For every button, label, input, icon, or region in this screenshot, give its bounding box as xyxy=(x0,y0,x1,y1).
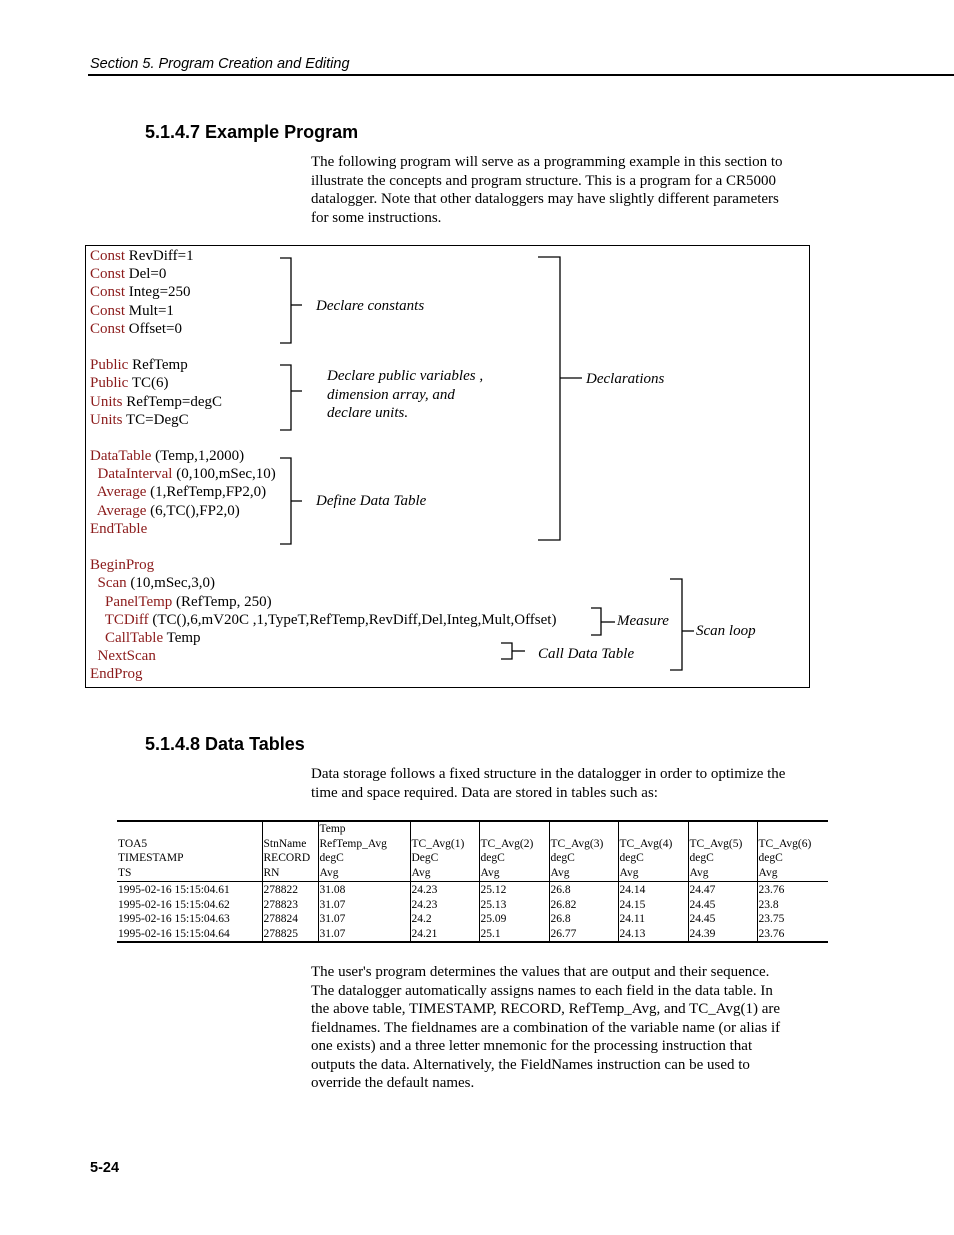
table-cell: 23.8 xyxy=(757,898,828,913)
table-cell: 31.07 xyxy=(318,927,410,943)
code-args: RefTemp=degC xyxy=(122,393,222,410)
table-cell: 25.13 xyxy=(479,898,549,913)
code-keyword: Const xyxy=(90,302,126,319)
annotation-scan-loop: Scan loop xyxy=(696,623,756,639)
code-args: (Temp,1,2000) xyxy=(151,448,245,465)
code-args: Integ=250 xyxy=(125,284,191,301)
bracket-declarations xyxy=(538,257,560,540)
code-keyword: EndTable xyxy=(90,520,148,537)
code-args: TC(6) xyxy=(128,375,169,392)
code-args: (RefTemp, 250) xyxy=(172,593,272,610)
table-cell: 278825 xyxy=(262,927,318,943)
table-cell: 23.76 xyxy=(757,882,828,898)
code-keyword: Units xyxy=(90,393,123,410)
para-line: override the default names. xyxy=(311,1075,475,1091)
para-line: Data storage follows a fixed structure in the datalogger in order to optimize the xyxy=(311,766,786,782)
table-cell: 24.11 xyxy=(618,912,688,927)
code-keyword: Const xyxy=(90,284,126,301)
bracket-calltable xyxy=(501,643,512,659)
example-data-table xyxy=(117,820,828,943)
table-header-cell: TC_Avg(5) degC Avg xyxy=(688,821,757,882)
table-header-row xyxy=(117,821,828,882)
code-keyword: BeginProg xyxy=(90,557,155,574)
annotation-call-data-table: Call Data Table xyxy=(538,646,635,662)
table-cell: 278822 xyxy=(262,882,318,898)
table-cell: 24.45 xyxy=(688,898,757,913)
bracket-scanloop xyxy=(670,579,682,670)
header-rule xyxy=(88,74,954,76)
table-header-cell: TOA5 TIMESTAMP TS xyxy=(117,821,262,882)
annotation-line: dimension array, and xyxy=(327,386,455,403)
annotation-brackets xyxy=(86,246,809,687)
running-header: Section 5. Program Creation and Editing xyxy=(90,56,350,72)
code-keyword: Units xyxy=(90,411,123,428)
code-args: (1,RefTemp,FP2,0) xyxy=(146,484,267,501)
code-keyword: Const xyxy=(90,320,126,337)
table-cell: 1995-02-16 15:15:04.64 xyxy=(118,927,230,940)
table-cell: 278824 xyxy=(262,912,318,927)
table-cell: 24.2 xyxy=(410,912,479,927)
code-keyword: CallTable xyxy=(105,629,164,646)
table-row xyxy=(117,912,828,927)
table-cell: 278823 xyxy=(262,898,318,913)
table-row xyxy=(117,927,828,943)
para-line: the above table, TIMESTAMP, RECORD, RefTemp_Avg, and TC_Avg(1) are xyxy=(311,1001,781,1017)
code-args: (0,100,mSec,10) xyxy=(172,466,276,483)
table-cell: 31.07 xyxy=(318,912,410,927)
table-cell: 26.77 xyxy=(549,927,618,943)
code-args: Del=0 xyxy=(125,266,167,283)
table-cell: 24.39 xyxy=(688,927,757,943)
annotation-line: declare units. xyxy=(327,405,409,421)
table-row xyxy=(117,898,828,913)
code-keyword: Average xyxy=(96,502,147,519)
bracket-datatable xyxy=(280,458,291,544)
table-cell: 24.45 xyxy=(688,912,757,927)
code-args: TC=DegC xyxy=(122,411,189,428)
table-cell: 26.8 xyxy=(549,882,618,898)
code-args: (TC(),6,mV20C ,1,TypeT,RefTemp,RevDiff,Del,Integ,Mult,Offset) xyxy=(148,611,557,628)
intro-paragraph xyxy=(311,153,811,227)
table-cell: 23.75 xyxy=(757,912,828,927)
table-cell: 24.13 xyxy=(618,927,688,943)
table-cell: 26.8 xyxy=(549,912,618,927)
code-keyword: DataTable xyxy=(90,448,152,465)
para-line: The datalogger automatically assigns names to each field in the data table. In xyxy=(311,982,773,999)
para-line: datalogger. Note that other dataloggers may have slightly different parameters xyxy=(311,191,779,207)
code-keyword: Public xyxy=(90,375,129,392)
code-keyword: NextScan xyxy=(97,648,156,665)
table-header-cell: TC_Avg(6) degC Avg xyxy=(757,821,828,882)
program-listing-box xyxy=(85,245,810,688)
table-cell: 24.15 xyxy=(618,898,688,913)
code-keyword: Const xyxy=(90,266,126,283)
table-cell: 1995-02-16 15:15:04.61 xyxy=(118,884,230,896)
code-keyword: TCDiff xyxy=(104,611,149,628)
para-line: The user's program determines the values that are output and their sequence. xyxy=(311,964,770,980)
table-cell: 23.76 xyxy=(757,927,828,943)
table-cell: 24.47 xyxy=(688,882,757,898)
table-row xyxy=(117,882,828,898)
table-header-cell: TC_Avg(4) degC Avg xyxy=(618,821,688,882)
table-header-cell: Temp RefTemp_Avg degC Avg xyxy=(318,821,410,882)
table-cell: 25.1 xyxy=(479,927,549,943)
code-args: (6,TC(),FP2,0) xyxy=(146,502,240,519)
para-line: The following program will serve as a programming example in this section to xyxy=(311,154,783,170)
para-line: time and space required. Data are stored in tables such as: xyxy=(311,784,658,801)
table-header-cell: TC_Avg(1) DegC Avg xyxy=(410,821,479,882)
table-cell: 24.14 xyxy=(618,882,688,898)
table-cell: 24.21 xyxy=(410,927,479,943)
annotation-line: Declare public variables , xyxy=(327,368,484,384)
data-tables-paragraph xyxy=(311,765,811,802)
code-keyword: PanelTemp xyxy=(105,593,173,610)
table-cell: 25.09 xyxy=(479,912,549,927)
code-args: RefTemp xyxy=(128,357,188,374)
code-keyword: Public xyxy=(90,357,129,374)
table-cell: 25.12 xyxy=(479,882,549,898)
table-cell: 31.08 xyxy=(318,882,410,898)
para-line: fieldnames. The fieldnames are a combination of the variable name (or alias if xyxy=(311,1019,781,1036)
para-line: outputs the data. Alternatively, the FieldNames instruction can be used to xyxy=(311,1056,750,1073)
table-cell: 24.23 xyxy=(410,898,479,913)
code-keyword: DataInterval xyxy=(97,466,173,483)
table-cell: 31.07 xyxy=(318,898,410,913)
para-line: illustrate the concepts and program structure. This is a program for a CR5000 xyxy=(311,172,777,189)
bracket-constants xyxy=(280,258,291,343)
code-args: Temp xyxy=(163,629,201,646)
annotation-declare-constants: Declare constants xyxy=(316,298,425,314)
code-keyword: EndProg xyxy=(90,666,143,683)
heading-data-tables: 5.1.4.8 Data Tables xyxy=(145,734,305,754)
code-keyword: Average xyxy=(96,484,147,501)
page-number: 5-24 xyxy=(90,1160,120,1176)
code-args: Offset=0 xyxy=(125,320,182,337)
code-keyword: Scan xyxy=(97,575,127,592)
annotation-measure: Measure xyxy=(617,613,669,629)
annotation-declare-public xyxy=(327,367,483,423)
annotation-declarations: Declarations xyxy=(586,371,665,387)
code-args: RevDiff=1 xyxy=(125,248,194,264)
table-cell: 1995-02-16 15:15:04.62 xyxy=(118,898,230,911)
table-cell: 24.23 xyxy=(410,882,479,898)
code-args: Mult=1 xyxy=(125,302,174,319)
bracket-public xyxy=(280,365,291,430)
annotation-define-data-table: Define Data Table xyxy=(316,493,427,509)
table-cell: 1995-02-16 15:15:04.63 xyxy=(118,913,230,925)
table-cell: 26.82 xyxy=(549,898,618,913)
fieldnames-paragraph xyxy=(311,963,811,1093)
table-header-cell: TC_Avg(3) degC Avg xyxy=(549,821,618,882)
heading-example-program: 5.1.4.7 Example Program xyxy=(145,122,359,142)
bracket-measure xyxy=(591,608,601,635)
para-line: for some instructions. xyxy=(311,209,442,226)
table-header-cell: TC_Avg(2) degC Avg xyxy=(479,821,549,882)
table-header-cell: StnName RECORD RN xyxy=(262,821,318,882)
para-line: one exists) and a three letter mnemonic for the processing instruction that xyxy=(311,1038,753,1054)
code-keyword: Const xyxy=(90,248,126,264)
code-args: (10,mSec,3,0) xyxy=(126,575,215,592)
